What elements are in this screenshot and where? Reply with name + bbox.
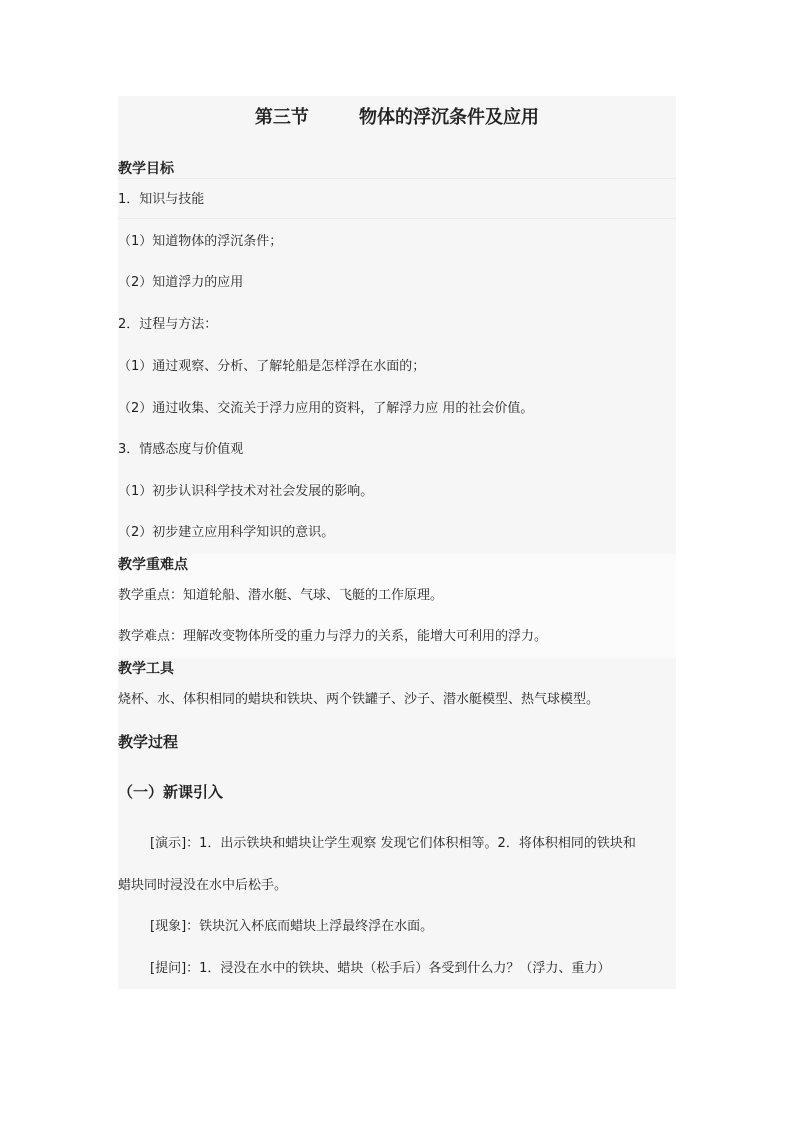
goal-item: （1）初步认识科学技术对社会发展的影响。 [118, 484, 374, 499]
document-page [118, 96, 676, 989]
tools-heading: 教学工具 [118, 661, 174, 677]
tools-text: 烧杯、水、体积相同的蜡块和铁块、两个铁罐子、沙子、潜水艇模型、热气球模型。 [118, 692, 600, 707]
goal-item: 3．情感态度与价值观 [118, 442, 244, 457]
goal-item: （2）通过收集、交流关于浮力应用的资料，了解浮力应 用的社会价值。 [118, 401, 534, 416]
section-intro-heading: （一）新课引入 [118, 783, 224, 801]
goal-item: （1）知道物体的浮沉条件； [118, 234, 283, 249]
goal-item: 2．过程与方法： [118, 317, 218, 332]
question-text: [提问]：1．浸没在水中的铁块、蜡块（松手后）各受到什么力？（浮力、重力） [150, 961, 611, 976]
demo-text-line2: 蜡块同时浸没在水中后松手。 [118, 878, 288, 893]
key-points-heading: 教学重难点 [118, 557, 188, 573]
key-point-difficulty: 教学难点：理解改变物体所受的重力与浮力的关系，能增大可利用的浮力。 [118, 629, 548, 644]
divider [118, 218, 676, 219]
process-heading: 教学过程 [118, 733, 179, 751]
phenomenon-text: [现象]：铁块沉入杯底而蜡块上浮最终浮在水面。 [150, 919, 434, 934]
goal-item: 1．知识与技能 [118, 192, 205, 207]
demo-text-line1: [演示]：1．出示铁块和蜡块让学生观察 发现它们体积相等。2．将体积相同的铁块和 [150, 836, 636, 851]
divider [118, 178, 676, 179]
goal-item: （1）通过观察、分析、了解轮船是怎样浮在水面的； [118, 359, 426, 374]
page-title: 第三节 物体的浮沉条件及应用 [254, 107, 540, 128]
goal-item: （2）知道浮力的应用 [118, 275, 244, 290]
goal-item: （2）初步建立应用科学知识的意识。 [118, 525, 335, 540]
key-point-focus: 教学重点：知道轮船、潜水艇、气球、飞艇的工作原理。 [118, 588, 444, 603]
goals-heading: 教学目标 [118, 161, 174, 177]
